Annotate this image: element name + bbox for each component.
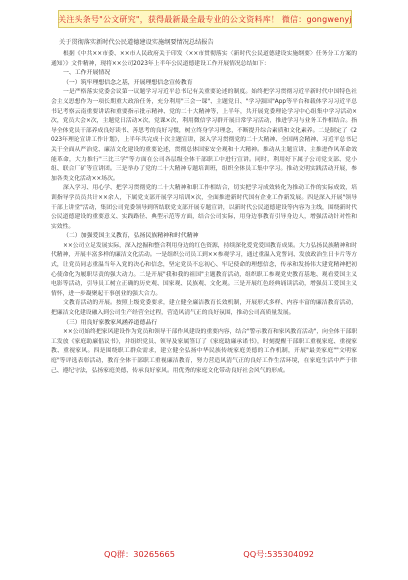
section-heading: （一）筑牢理想信念之基，开展理想信念宣传教育 [63, 79, 193, 86]
section-heading: （三）用良好家教家风涵养道德品行 [63, 319, 158, 326]
document-title: 关于贯彻落实新时代公民道德建设实施纲要情况总结报告 [59, 39, 214, 46]
body-paragraph: 根据《中共××市委、××市人民政府关于印发〈××市贯彻落实〈新时代公民道德建设实施纲要〉任务分工方案的通知〉》文件精神，现将××公司2023年上半年公民道德建设工作开展情况总结如下： [51, 51, 357, 67]
body-paragraph: 深入学习、用心学、把学习贯彻党的二十大精神和职工作相结合，切实把学习成效转化为推动工作的实际成效，培训指导学员员共计××余人，下属党支部开展学习培训×次，全面推进新时代国有企业工作新发展。四是深入开展"领导干部上讲堂"活动，集团公司党委领导到所结联党支部开展专题宣讲，以新时代公民道德建设等内容为主线，围绕新时代公民道德建设的重要意义、实践路径、典型示范等方面，结合公司实际，用身边事教育引导身边人，增强活动针对性和实效性。 [51, 185, 357, 230]
body-paragraph: ××公司立足发展实际，深入挖掘和整合利用身边的红色资源，持续深化爱党爱国教育成果。大力弘扬民族精神和时代精神，开展丰富多样的廉洁文化活动。一是组织公司员工到××参观学习，通过重温入党誓词、发放政治生日卡片等方式，让党员同志重温当年入党的决心和信念，坚定党员不忘初心、牢记使命的理想信念，传承和发扬伟大建党精神把初心使命化为履职尽责的强大动力。二是开展"我和我的祖国"主题教育活动，组织职工参观党史教育基地、观看爱国主义电影等活动，引导员工树立正确的历史观、国家观、民族观、文化观。三是开展红色经典诵读活动，增强员工爱国主义情怀，进一步凝聚起干事创业的强大合力。 [51, 242, 357, 297]
document-body [51, 50, 357, 376]
section-heading: （二）加强爱国主义教育，弘扬民族精神和时代精神 [63, 233, 199, 240]
footer-contact [104, 549, 314, 560]
body-paragraph: ××公司始终把家风建设作为党员和领导干部作风建设的重要内容，结合"警示教育和家风教育活动"，向全体干部职工发放《家庭助廉倡议书》，并组织党员、领导及家属签订了《家庭助廉承诺书》，时刻提醒干部职工重视家庭、重视家教、重视家风。四是围绕职工群众需求，建立健全弘扬中华民族传统家庭美德的工作机制，开展"最美家庭""文明家庭"等评选表彰活动，教育全体干部职工重视廉洁教育，努力营造风清气正的良好工作生活环境，在家庭生活中严于律己、遵纪守法，弘扬家庭美德，传承良好家风。用优秀的家庭文化带动良好社会风气的形成。 [51, 329, 357, 374]
top-banner [58, 10, 352, 28]
body-paragraph: 文教育活动的开展。按照上级党委要求，建立健全廉洁教育长效机制，开展形式多样、内容丰富的廉洁教育活动，把廉洁文化建设融入到公司生产经营全过程，营造风清气正的良好氛围，推动公司高质量发展。 [51, 300, 357, 317]
body-paragraph: 一是严格落实党委会议第一议题学习习近平总书记有关重要论述的制度。始终把学习贯彻习近平新时代中国特色社会主义思想作为一项长期重大政治任务，充分利用"三会一课"、主题党日、"学习强国"App等平台和载体学习习近平总书记考察云南重要讲话和重要指示批示精神、党的二十大精神等，上半年，共开展党委理论学习中心组集中学习活动×次，党员大会×次，主题党日活动×次，党课×次，利用微信学习群开展日常学习活动，推进学习与业务工作相结合。指导全体党员干部养成良好读书、善思考的良好习惯，树立终身学习理念，不断提升综合素质和文化素养。二是制定了《2023年理论宣讲工作计划》，上半年共完成十次主题宣讲，深入学习贯彻党的二十大精神、全国两会精神、习近平总书记关于全面从严治党、廉洁文化建设的重要论述，贯彻总体国家安全观和十大精神。推动从主题宣讲、主推进作风革命效能革命，大力推行"三比三学"等方面在公司各层级全体干部职工中进行宣讲。同时，利用好下属子公司党支部、党小组、联合厂矿等宣讲团。三是举办了党的二十大精神专题培训班，组织全体员工集中学习。推动文明实践活动开展，参加各类文化活动××场次。 [51, 89, 357, 182]
footer-qq-group: QQ群：30265665 [104, 549, 175, 559]
section-heading: 一、工作开展情况 [63, 70, 111, 77]
footer-qq: QQ号:535304092 [243, 549, 314, 559]
banner-text: 关注头条号"公文研究"，获得最新最全最专业的公文资料库！ 微信：gongwenyj [58, 14, 352, 24]
document-page [51, 38, 357, 376]
